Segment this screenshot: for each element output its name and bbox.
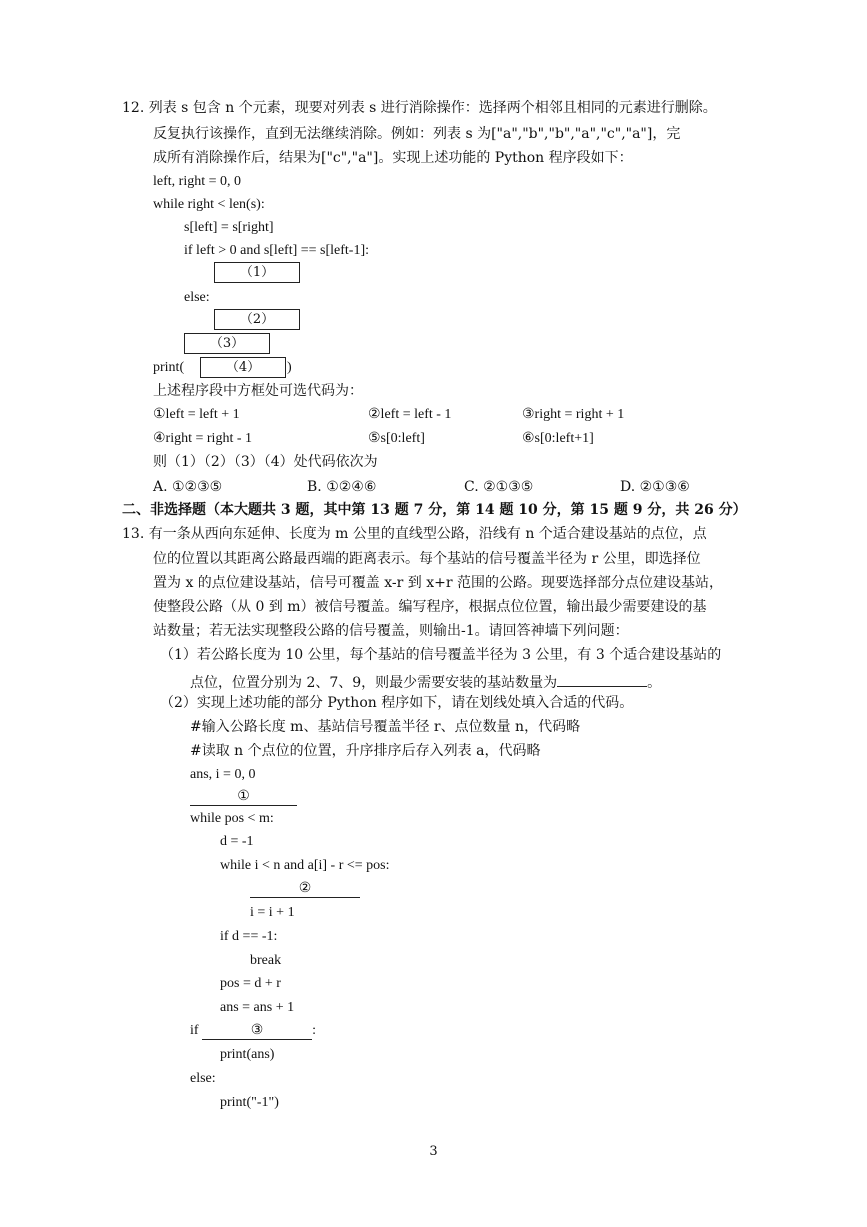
q12-answer-box-1: （1）: [214, 262, 300, 283]
q13-blank-1-line: [190, 786, 297, 806]
q12-code-line-1: left, right = 0, 0: [153, 174, 241, 189]
q13-code-if-line: [190, 1021, 316, 1041]
q12-answer-box-2: （2）: [214, 309, 300, 330]
q12-text-line-2: 反复执行该操作，直到无法继续消除。例如：列表 s 为["a","b","b","a","c","a"]，完: [153, 126, 681, 142]
q12-text-line-3: 成所有消除操作后，结果为["c","a"]。实现上述功能的 Python 程序段如下：: [153, 150, 633, 166]
q12-answer-box-3: （3）: [184, 333, 270, 354]
q13-code-comment-2: #读取 n 个点位的位置，升序排序后存入列表 a，代码略: [190, 743, 541, 759]
q13-code-if-colon: :: [312, 1023, 316, 1038]
q13-text-line-2: 位的位置以其距离公路最西端的距离表示。每个基站的信号覆盖半径为 r 公里，即选择位: [153, 551, 701, 567]
q12-option-3: ③right = right + 1: [522, 407, 625, 422]
q13-code-print-neg: print("-1"): [220, 1095, 279, 1110]
q12-options-prompt: 上述程序段中方框处可选代码为：: [153, 383, 363, 399]
q13-code-comment-1: #输入公路长度 m、基站信号覆盖半径 r、点位数量 n，代码略: [190, 719, 581, 735]
q13-blank-2-line: [250, 878, 360, 898]
q13-part1-text: 点位，位置分别为 2、7、9，则最少需要安装的基站数量为: [190, 675, 558, 691]
q13-code-ans-update: ans = ans + 1: [220, 1000, 295, 1015]
q13-code-i-increment: i = i + 1: [250, 905, 295, 920]
q13-text-line-5: 站数量；若无法实现整段公路的信号覆盖，则输出-1。请回答神墙下列问题：: [153, 623, 629, 639]
q13-code-else: else:: [190, 1071, 216, 1086]
section-heading: 二、非选择题（本大题共 3 题，其中第 13 题 7 分，第 14 题 10 分，第 15 题 9 分，共 26 分）: [122, 502, 747, 518]
q13-part1-line-2: [190, 669, 661, 693]
q13-code-pos-update: pos = d + r: [220, 976, 281, 991]
q12-option-2: ②left = left - 1: [368, 407, 452, 422]
q12-option-6: ⑥s[0:left+1]: [522, 431, 594, 446]
q12-code-line-3: s[left] = s[right]: [184, 220, 274, 235]
q13-code-break: break: [250, 953, 282, 968]
q12-answer-box-4: （4）: [200, 357, 286, 378]
q13-code-line-init: ans, i = 0, 0: [190, 767, 256, 782]
q12-option-5: ⑤s[0:left]: [368, 431, 425, 446]
q13-part1-line-1: （1）若公路长度为 10 公里，每个基站的信号覆盖半径为 3 公里，有 3 个适合建设基站的: [160, 647, 722, 663]
q12-code-line-2: while right < len(s):: [153, 197, 265, 212]
q13-blank-2[interactable]: ②: [250, 880, 360, 898]
q12-choice-d: D. ②①③⑥: [620, 479, 690, 495]
q13-code-print-ans: print(ans): [220, 1047, 275, 1062]
q13-blank-3[interactable]: ③: [202, 1022, 312, 1040]
q12-choice-a: A. ①②③⑤: [153, 479, 223, 495]
q13-code-if-d: if d == -1:: [220, 929, 278, 944]
q13-text-line-3: 置为 x 的点位建设基站，信号可覆盖 x-r 到 x+r 范围的公路。现要选择部分点位建设基站，: [153, 575, 723, 591]
q13-blank-1[interactable]: ①: [190, 788, 297, 806]
q13-part2-line: （2）实现上述功能的部分 Python 程序如下，请在划线处填入合适的代码。: [160, 695, 634, 711]
q12-ask: 则（1）（2）（3）（4）处代码依次为: [153, 454, 378, 470]
q12-option-1: ①left = left + 1: [153, 407, 240, 422]
q13-text-line-1: 13. 有一条从西向东延伸、长度为 m 公里的直线型公路，沿线有 n 个适合建设基站的点位，点: [122, 526, 707, 542]
q13-part1-answer-blank[interactable]: [557, 669, 647, 687]
q13-code-while-i: while i < n and a[i] - r <= pos:: [220, 858, 390, 873]
q13-code-while-pos: while pos < m:: [190, 811, 274, 826]
q13-code-d-init: d = -1: [220, 834, 254, 849]
q12-code-else: else:: [184, 290, 210, 305]
q12-option-4: ④right = right - 1: [153, 431, 252, 446]
q13-code-if-keyword: if: [190, 1023, 199, 1038]
q13-part1-period: 。: [647, 675, 662, 691]
q12-text-line-1: 12. 列表 s 包含 n 个元素，现要对列表 s 进行消除操作：选择两个相邻且相同的元素进行删除。: [122, 100, 717, 116]
q12-code-print-open: print(: [153, 360, 185, 375]
q12-choice-c: C. ②①③⑤: [464, 479, 534, 495]
q12-choice-b: B. ①②④⑥: [307, 479, 377, 495]
q12-code-line-4: if left > 0 and s[left] == s[left-1]:: [184, 243, 370, 258]
q13-text-line-4: 使整段公路（从 0 到 m）被信号覆盖。编写程序，根据点位位置，输出最少需要建设的基: [153, 599, 707, 615]
page-number: 3: [429, 1144, 438, 1159]
q12-code-print-close: ): [287, 360, 292, 375]
